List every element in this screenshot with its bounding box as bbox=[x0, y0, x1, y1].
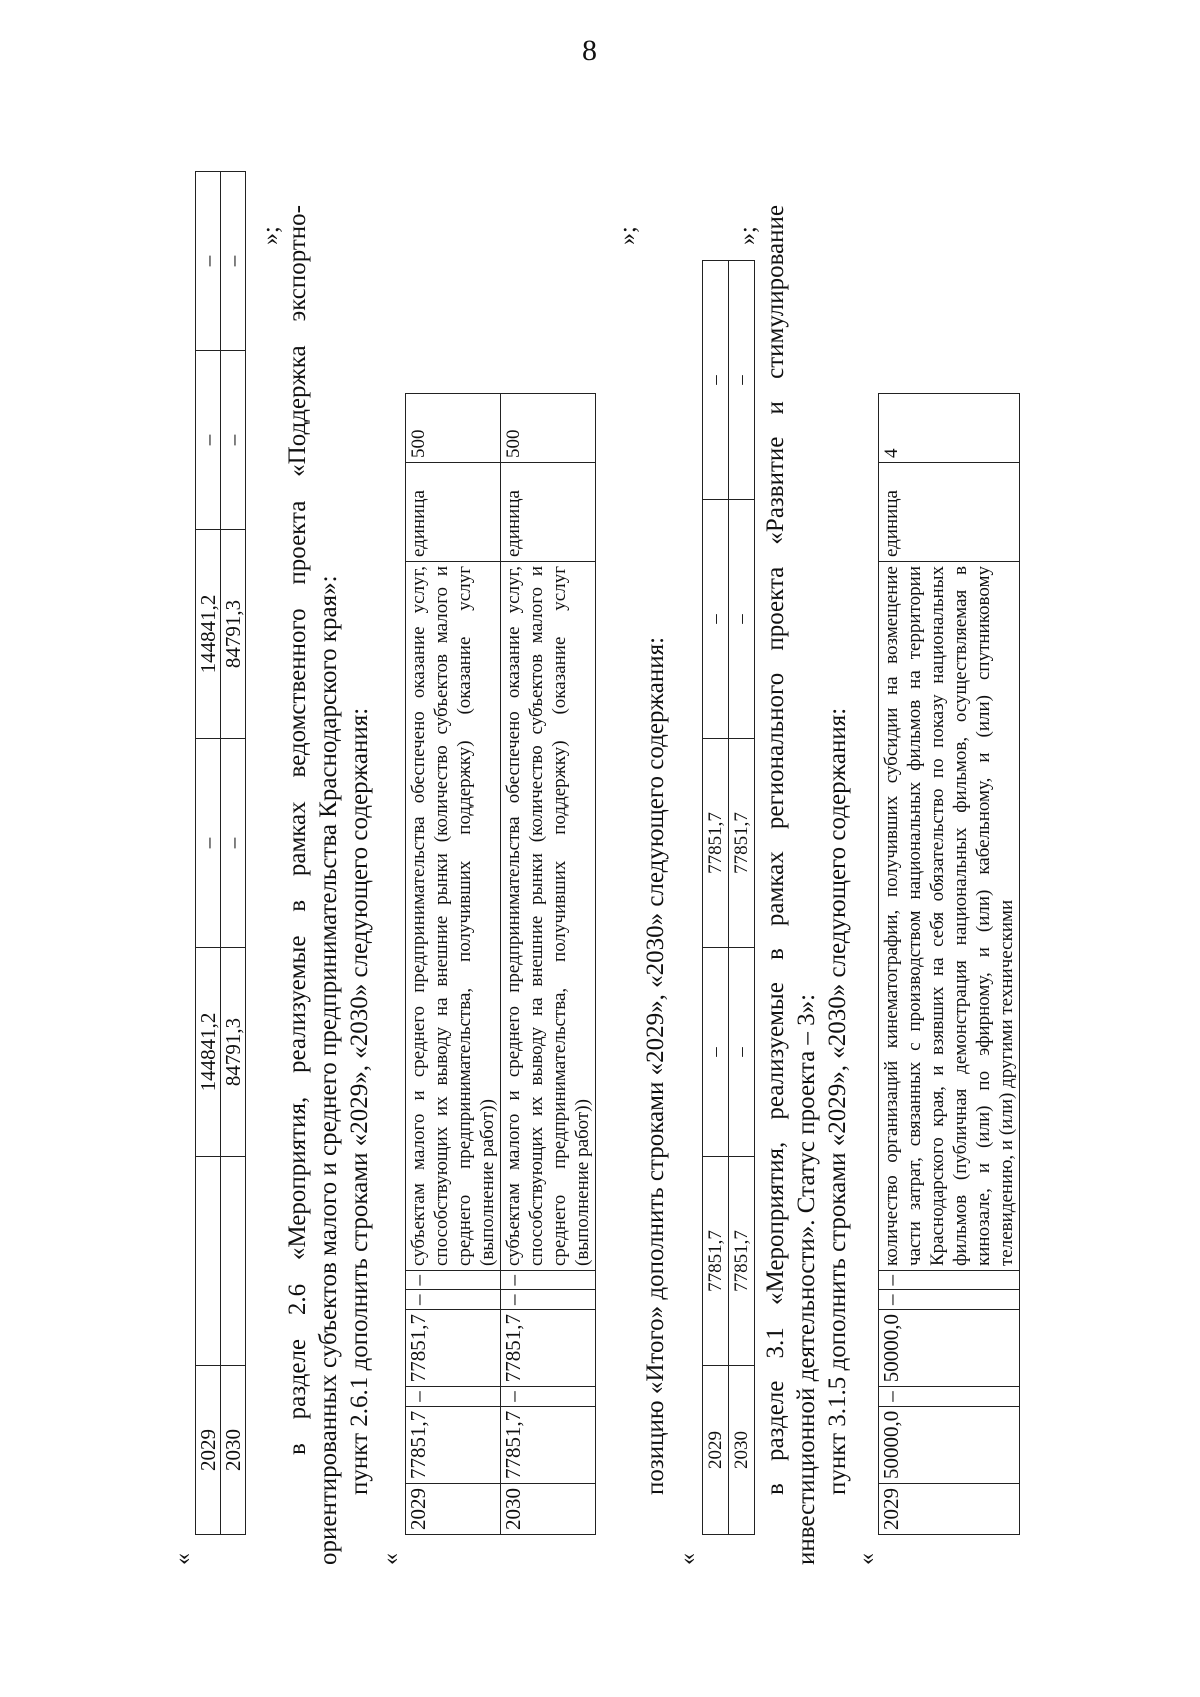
cell-dash: – bbox=[703, 261, 729, 500]
cell-value: 77851,7 bbox=[406, 1406, 501, 1483]
cell-dash: – bbox=[221, 172, 246, 351]
cell-value: 77851,7 bbox=[501, 1406, 596, 1483]
cell-dash: – bbox=[196, 351, 221, 530]
cell-dash: – bbox=[879, 1271, 1020, 1291]
cell-dash: – bbox=[729, 500, 755, 739]
cell-dash: – bbox=[196, 172, 221, 351]
cell-dash: – bbox=[879, 1387, 1020, 1407]
cell-dash: – bbox=[729, 261, 755, 500]
cell-target: 4 bbox=[879, 394, 1020, 463]
itogo-text: позицию «Итого» дополнить строками «2029», «2030» следующего содержания: bbox=[642, 636, 669, 1495]
cell-dash: – bbox=[196, 739, 221, 948]
quote-open: « bbox=[378, 1553, 404, 1565]
cell-description: субъектам малого и среднего предпринимательства обеспечено оказание услуг, способствующих их выводу на внешние рынки (количество субъектов малого и среднего предпринимательства, получивших поддержку) (оказание услуг (выполнение работ)) bbox=[406, 562, 501, 1271]
section-26-line3: пункт 2.6.1 дополнить строками «2029», «2030» следующего содержания: bbox=[346, 707, 373, 1495]
quote-open: « bbox=[170, 1553, 196, 1565]
cell-year: 2030 bbox=[221, 1366, 246, 1535]
cell-dash: – bbox=[501, 1387, 596, 1407]
cell-year: 2029 bbox=[196, 1366, 221, 1535]
quote-open: « bbox=[675, 1553, 701, 1565]
table-row bbox=[406, 394, 501, 1535]
cell-value: 84791,3 bbox=[221, 948, 246, 1157]
cell-target: 500 bbox=[501, 394, 596, 463]
section-26-line1: в разделе 2.6 «Мероприятия, реализуемые в рамках ведомственного проекта «Поддержка экспортно- bbox=[284, 205, 311, 1455]
cell-empty bbox=[196, 1157, 221, 1366]
section-31-line1: в разделе 3.1 «Мероприятия, реализуемые в рамках регионального проекта «Развитие и стимулирование bbox=[762, 205, 789, 1495]
cell-value: 144841,2 bbox=[196, 530, 221, 739]
cell-dash: – bbox=[406, 1387, 501, 1407]
cell-dash: – bbox=[406, 1290, 501, 1310]
cell-value: 77851,7 bbox=[501, 1310, 596, 1387]
cell-value: 77851,7 bbox=[703, 1157, 729, 1366]
table-row bbox=[703, 261, 729, 1535]
cell-value: 77851,7 bbox=[729, 739, 755, 948]
cell-dash: – bbox=[703, 500, 729, 739]
page-number: 8 bbox=[582, 34, 597, 67]
cell-value: 77851,7 bbox=[703, 739, 729, 948]
cell-dash: – bbox=[221, 351, 246, 530]
section-31-line3: пункт 3.1.5 дополнить строками «2029», «2030» следующего содержания: bbox=[824, 707, 851, 1495]
cell-dash: – bbox=[501, 1290, 596, 1310]
quote-close: »; bbox=[735, 226, 761, 245]
table-row bbox=[879, 394, 1020, 1535]
table-itogo bbox=[702, 260, 755, 1535]
table-measures-31 bbox=[878, 393, 1020, 1535]
table-measures-26 bbox=[405, 393, 596, 1535]
table-totals-1 bbox=[195, 171, 246, 1535]
cell-dash: – bbox=[879, 1290, 1020, 1310]
table-row bbox=[501, 394, 596, 1535]
cell-unit: единица bbox=[879, 463, 1020, 562]
cell-dash: – bbox=[729, 948, 755, 1157]
cell-year: 2030 bbox=[501, 1484, 596, 1535]
cell-dash: – bbox=[406, 1271, 501, 1291]
cell-value: 84791,3 bbox=[221, 530, 246, 739]
cell-dash: – bbox=[501, 1271, 596, 1291]
quote-open: « bbox=[854, 1553, 880, 1565]
cell-dash: – bbox=[221, 739, 246, 948]
cell-unit: единица bbox=[406, 463, 501, 562]
cell-value: 144841,2 bbox=[196, 948, 221, 1157]
table-row bbox=[196, 172, 221, 1535]
section-26-line2: ориентированных субъектов малого и среднего предпринимательства Краснодарского края»: bbox=[315, 575, 342, 1565]
cell-value: 50000,0 bbox=[879, 1310, 1020, 1387]
cell-year: 2030 bbox=[729, 1366, 755, 1535]
cell-empty bbox=[221, 1157, 246, 1366]
table-row bbox=[729, 261, 755, 1535]
cell-unit: единица bbox=[501, 463, 596, 562]
rotated-page-content bbox=[170, 165, 1017, 1565]
cell-year: 2029 bbox=[879, 1484, 1020, 1535]
cell-value: 77851,7 bbox=[406, 1310, 501, 1387]
cell-dash: – bbox=[703, 948, 729, 1157]
cell-value: 77851,7 bbox=[729, 1157, 755, 1366]
table-row bbox=[221, 172, 246, 1535]
quote-close: »; bbox=[615, 226, 641, 245]
cell-description: количество организаций кинематографии, получивших субсидии на возмещение части затрат, связанных с производством национальных фильмов на территории Краснодарского края, и взявших на себя обязательство по показу национальных фильмов (публичная демонстрация национальных фильмов, осуществляемая в кинозале, и (или) по эфирному, и (или) кабельному, и (или) спутниковому телевидению, и (или) другими техническими bbox=[879, 562, 1020, 1271]
cell-year: 2029 bbox=[406, 1484, 501, 1535]
cell-value: 50000,0 bbox=[879, 1406, 1020, 1483]
cell-target: 500 bbox=[406, 394, 501, 463]
quote-close: »; bbox=[258, 226, 284, 245]
cell-year: 2029 bbox=[703, 1366, 729, 1535]
cell-description: субъектам малого и среднего предпринимательства обеспечено оказание услуг, способствующих их выводу на внешние рынки (количество субъектов малого и среднего предпринимательства, получивших поддержку) (оказание услуг (выполнение работ)) bbox=[501, 562, 596, 1271]
section-31-line2: инвестиционной деятельности». Статус проекта – 3»: bbox=[793, 993, 820, 1565]
